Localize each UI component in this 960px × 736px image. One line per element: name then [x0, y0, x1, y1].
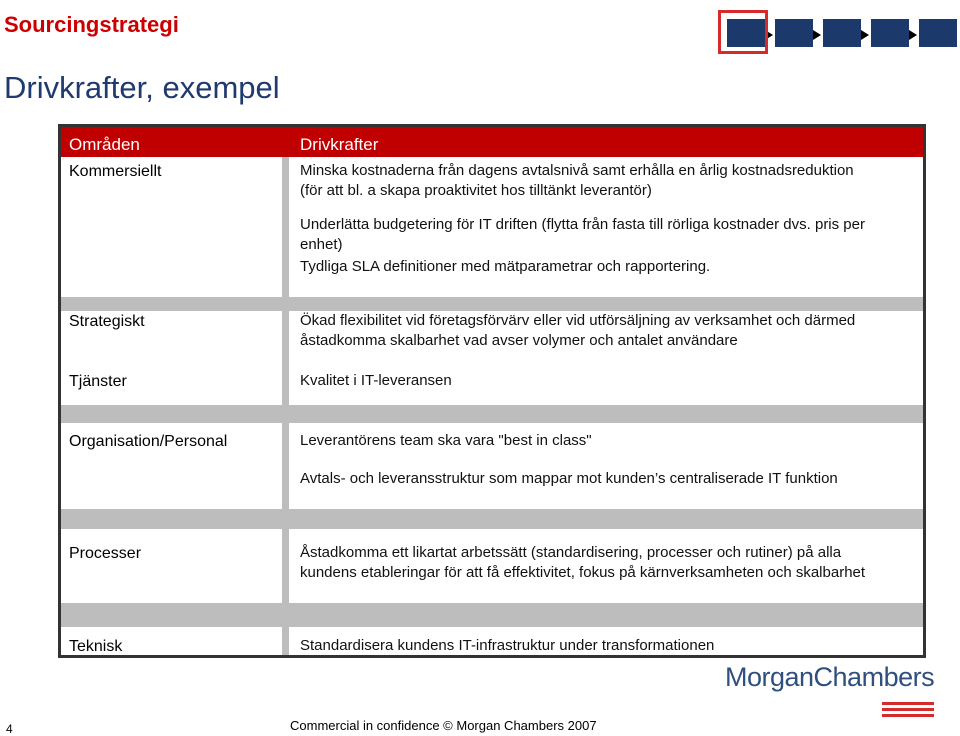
driver-text: Leverantörens team ska vara "best in class": [300, 432, 592, 449]
row-separator: [61, 603, 923, 627]
column-header-drivers: Drivkrafter: [300, 135, 379, 154]
row-separator: [61, 509, 923, 529]
category-commercial: Kommersiellt: [69, 163, 162, 180]
row-separator: [61, 297, 923, 311]
driver-text: Kvalitet i IT-leveransen: [300, 372, 452, 389]
column-divider: [282, 157, 289, 297]
category-processes: Processer: [69, 545, 142, 562]
process-steps-graphic: [718, 10, 960, 54]
driver-text: Ökad flexibilitet vid företagsförvärv eller vid utförsäljning av verksamhet och därmed åstadkomma skalbarhet vad avser volymer och antalet användare: [300, 312, 856, 349]
driver-text: Åstadkomma ett likartat arbetssätt (standardisering, processer och rutiner) på alla kundens etableringar för att få effektivitet, fokus på kärnverksamheten och skalbarhet: [300, 544, 866, 581]
row-separator: [61, 405, 923, 423]
category-technical: Teknisk: [69, 638, 123, 655]
process-arrow-icon: [861, 30, 869, 40]
category-strategic: Strategiskt: [69, 313, 145, 330]
page-number: 4: [6, 722, 13, 736]
drivers-table: [58, 124, 926, 658]
process-arrow-icon: [909, 30, 917, 40]
column-header-areas: Områden: [69, 135, 140, 154]
driver-text: Tydliga SLA definitioner med mätparametrar och rapportering.: [300, 258, 711, 275]
driver-text: Avtals- och leveransstruktur som mappar mot kunden’s centraliserade IT funktion: [300, 470, 838, 487]
process-arrow-icon: [813, 30, 821, 40]
slide-title: Drivkrafter, exempel: [4, 70, 280, 105]
column-divider: [282, 423, 289, 509]
table-header: [61, 127, 923, 157]
process-step-5: [919, 19, 957, 47]
category-services: Tjänster: [69, 373, 127, 390]
process-step-3: [823, 19, 861, 47]
driver-text: Minska kostnaderna från dagens avtalsnivå samt erhålla en årlig kostnadsreduktion (för att bl. a skapa proaktivitet hos tilltänkt leverantör): [300, 162, 854, 199]
column-divider: [282, 311, 289, 405]
logo-text: MorganChambers: [725, 662, 935, 692]
process-step-2: [775, 19, 813, 47]
column-divider: [282, 529, 289, 603]
driver-text: Underlätta budgetering för IT driften (flytta från fasta till rörliga kostnader dvs. pris per enhet): [300, 216, 865, 253]
section-title: Sourcingstrategi: [4, 12, 179, 37]
current-step-highlight: [718, 10, 768, 54]
morgan-chambers-logo: [725, 662, 960, 722]
category-organisation: Organisation/Personal: [69, 433, 228, 450]
column-divider: [282, 627, 289, 655]
process-step-4: [871, 19, 909, 47]
logo-stripes-icon: [882, 702, 934, 720]
driver-text: Standardisera kundens IT-infrastruktur under transformationen: [300, 637, 715, 654]
footer-confidential: Commercial in confidence © Morgan Chambers 2007: [290, 718, 597, 733]
